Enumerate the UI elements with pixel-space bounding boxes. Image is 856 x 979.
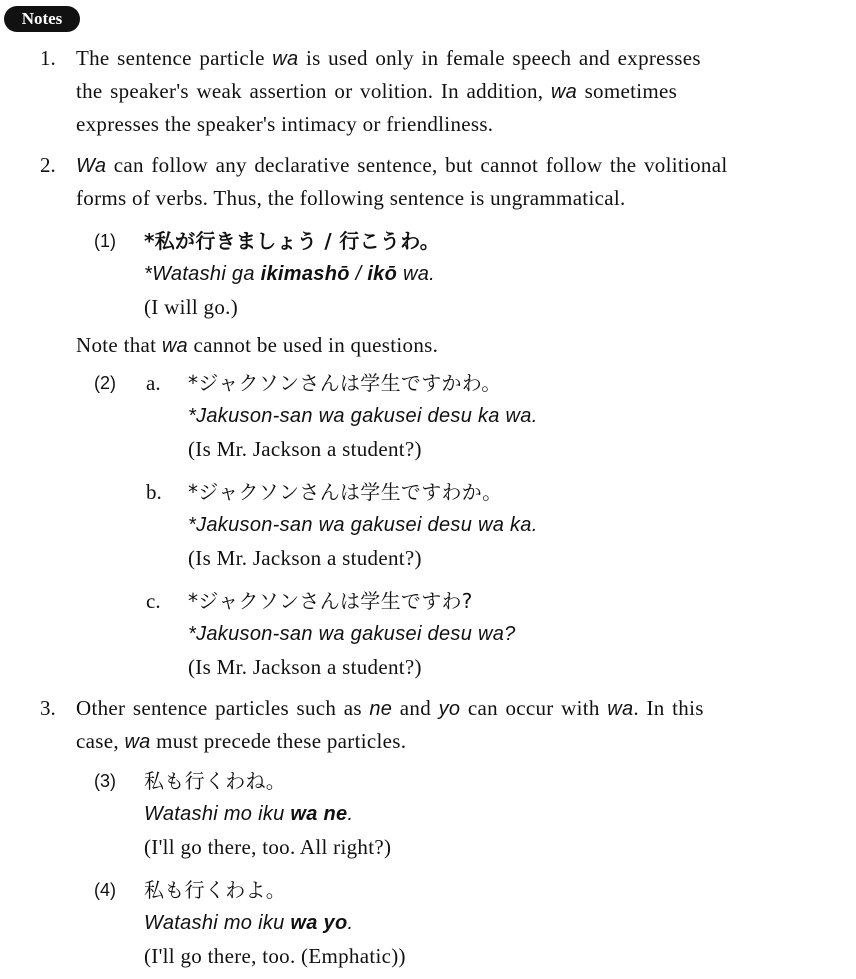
example-4-romaji: Watashi mo iku wa yo. [144,912,354,934]
note-3-line-2: case, wa must precede these particles. [76,729,407,753]
example-4-translation: (I'll go there, too. (Emphatic)) [144,944,406,968]
example-3-japanese: 私も行くわね。 [144,769,287,793]
example-2a-translation: (Is Mr. Jackson a student?) [188,437,422,461]
note-2-line-1: Wa can follow any declarative sentence, but cannot follow the volitional [76,153,728,177]
example-1-romaji: *Watashi ga ikimashō / ikō wa. [144,263,436,285]
note-2-line-2: forms of verbs. Thus, the following sentence is ungrammatical. [76,186,626,210]
note-1-number: 1. [40,46,56,70]
example-2c-translation: (Is Mr. Jackson a student?) [188,655,422,679]
example-2a-label: a. [146,371,161,395]
note-1-line-3: expresses the speaker's intimacy or friendliness. [76,112,494,136]
example-2b-translation: (Is Mr. Jackson a student?) [188,546,422,570]
note-3-number: 3. [40,696,56,720]
example-2-number: (2) [94,373,116,393]
note-2-number: 2. [40,153,56,177]
example-1-number: (1) [94,231,116,251]
note-2-question-line: Note that wa cannot be used in questions. [76,333,439,357]
example-2a-romaji: *Jakuson-san wa gakusei desu ka wa. [188,405,538,427]
example-2a-japanese: *ジャクソンさんは学生ですかわ。 [188,371,502,395]
example-2b-romaji: *Jakuson-san wa gakusei desu wa ka. [188,514,538,536]
example-1-translation: (I will go.) [144,295,238,319]
example-1-japanese: *私が行きましょう / 行こうわ。 [144,229,440,253]
note-3-line-1: Other sentence particles such as ne and yo can occur with wa. In this [76,696,704,720]
example-2b-label: b. [146,480,162,504]
note-1-line-1: The sentence particle wa is used only in female speech and expresses [76,46,701,70]
example-3-romaji: Watashi mo iku wa ne. [144,803,354,825]
example-2b-japanese: *ジャクソンさんは学生ですわか。 [188,480,503,504]
example-3-translation: (I'll go there, too. All right?) [144,835,392,859]
note-1-line-2: the speaker's weak assertion or volition. In addition, wa sometimes [76,79,678,103]
example-2c-japanese: *ジャクソンさんは学生ですわ? [188,589,473,613]
example-4-japanese: 私も行くわよ。 [144,878,287,902]
example-2c-label: c. [146,589,161,613]
example-4-number: (4) [94,880,116,900]
example-3-number: (3) [94,771,116,791]
example-2c-romaji: *Jakuson-san wa gakusei desu wa? [188,623,516,645]
notes-badge: Notes [4,6,80,32]
